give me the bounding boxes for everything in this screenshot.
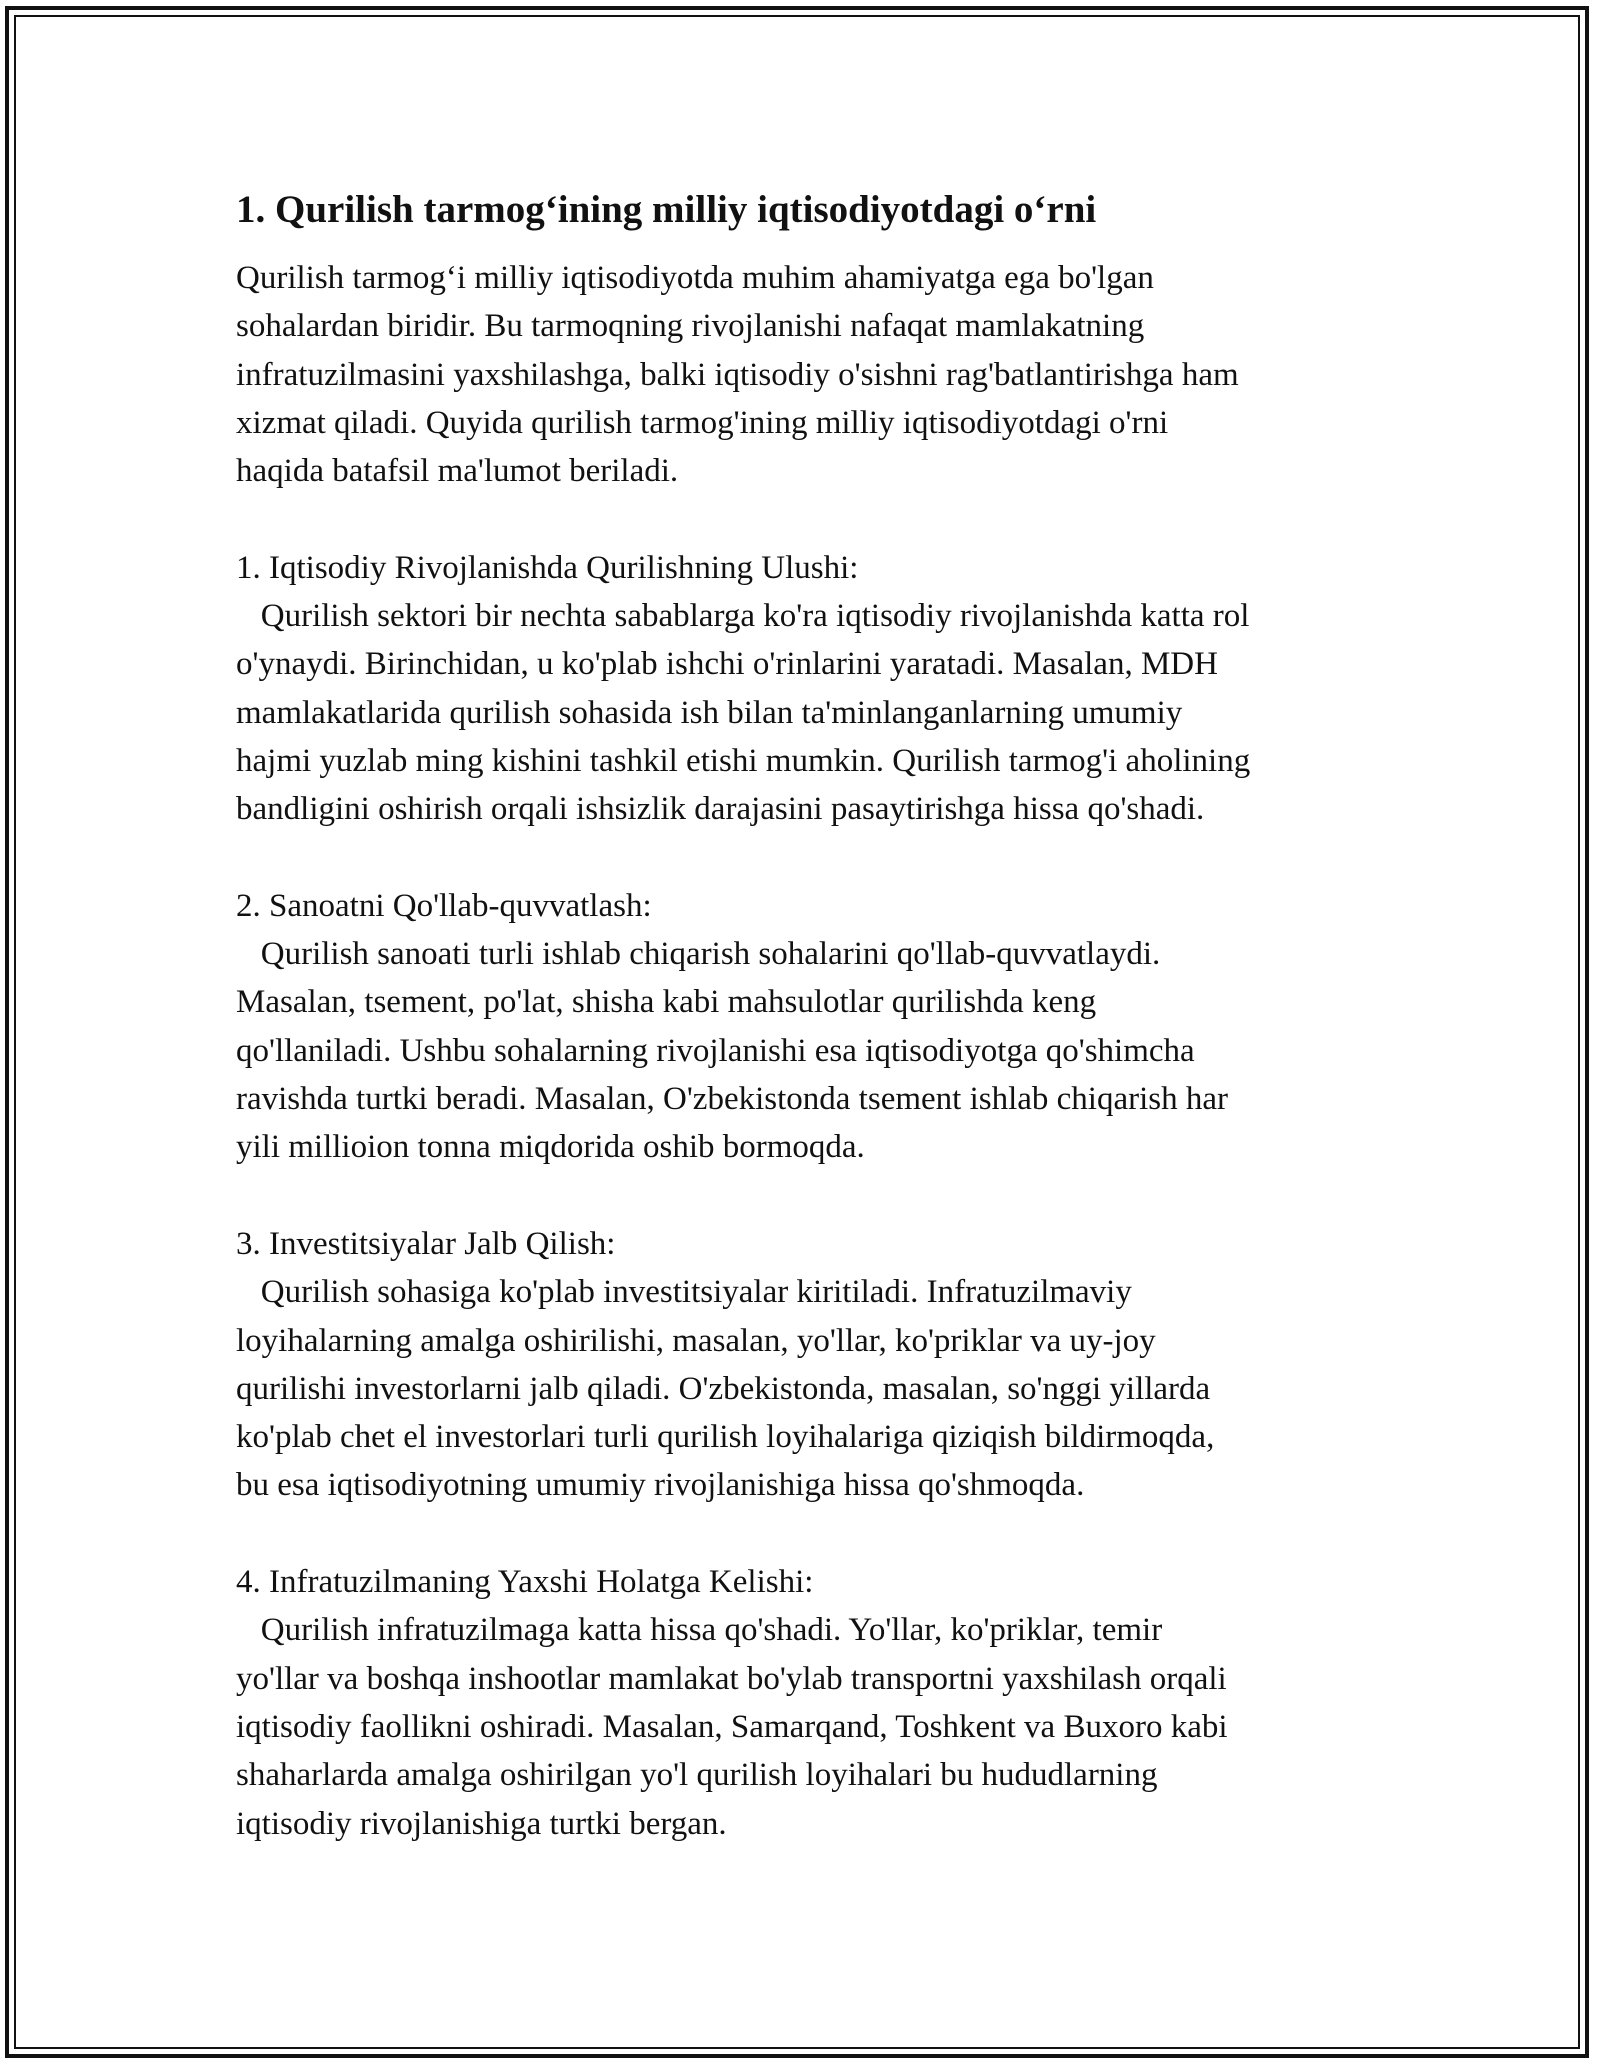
section-line: mamlakatlarida qurilish sohasida ish bilan ta'minlanganlarning umumiy — [236, 694, 1183, 731]
section-line: yo'llar va boshqa inshootlar mamlakat bo'ylab transportni yaxshilash orqali — [236, 1660, 1227, 1697]
section-title: 4. Infratuzilmaning Yaxshi Holatga Kelishi: — [236, 1564, 814, 1601]
section-line: Qurilish sanoati turli ishlab chiqarish sohalarini qo'llab-quvvatlaydi. — [236, 936, 1161, 973]
document-body — [236, 186, 1386, 1848]
section-1 — [236, 544, 1386, 834]
section-3 — [236, 1220, 1386, 1510]
section-line: shaharlarda amalga oshirilgan yo'l qurilish loyihalari bu hududlarning — [236, 1757, 1158, 1794]
section-line: qurilishi investorlarni jalb qiladi. O'zbekistonda, masalan, so'nggi yillarda — [236, 1370, 1211, 1407]
section-heading: 1. Qurilish tarmog‘ining milliy iqtisodiyotdagi o‘rni — [236, 188, 1097, 231]
section-title: 3. Investitsiyalar Jalb Qilish: — [236, 1225, 616, 1262]
section-line: Qurilish infratuzilmaga katta hissa qo'shadi. Yo'llar, ko'priklar, temir — [236, 1612, 1163, 1649]
section-line: iqtisodiy rivojlanishiga turtki bergan. — [236, 1805, 727, 1842]
intro-line: Qurilish tarmog‘i milliy iqtisodiyotda muhim ahamiyatga ega bo'lgan — [236, 260, 1154, 296]
section-line: Qurilish sektori bir nechta sabablarga ko'ra iqtisodiy rivojlanishda katta rol — [236, 598, 1250, 635]
section-line: o'ynaydi. Birinchidan, u ko'plab ishchi o'rinlarini yaratadi. Masalan, MDH — [236, 646, 1218, 683]
intro-paragraph — [236, 254, 1386, 495]
section-line: bu esa iqtisodiyotning umumiy rivojlanishiga hissa qo'shmoqda. — [236, 1467, 1085, 1504]
section-line: hajmi yuzlab ming kishini tashkil etishi mumkin. Qurilish tarmog'i aholining — [236, 742, 1251, 779]
intro-line: haqida batafsil ma'lumot beriladi. — [236, 453, 679, 490]
section-line: qo'llaniladi. Ushbu sohalarning rivojlanishi esa iqtisodiyotga qo'shimcha — [236, 1032, 1195, 1069]
section-title: 1. Iqtisodiy Rivojlanishda Qurilishning Ulushi: — [236, 549, 859, 586]
section-line: loyihalarning amalga oshirilishi, masalan, yo'llar, ko'priklar va uy-joy — [236, 1322, 1156, 1359]
section-4 — [236, 1558, 1386, 1848]
section-line: Qurilish sohasiga ko'plab investitsiyalar kiritiladi. Infratuzilmaviy — [236, 1274, 1132, 1311]
intro-line: sohalardan biridir. Bu tarmoqning rivojlanishi nafaqat mamlakatning — [236, 308, 1145, 345]
section-line: ravishda turtki beradi. Masalan, O'zbekistonda tsement ishlab chiqarish har — [236, 1081, 1228, 1118]
section-line: iqtisodiy faollikni oshiradi. Masalan, Samarqand, Toshkent va Buxoro kabi — [236, 1708, 1228, 1745]
intro-line: xizmat qiladi. Quyida qurilish tarmog'ining milliy iqtisodiyotdagi o'rni — [236, 404, 1169, 441]
section-line: yili millioion tonna miqdorida oshib bormoqda. — [236, 1129, 865, 1166]
section-line: ko'plab chet el investorlari turli qurilish loyihalariga qiziqish bildirmoqda, — [236, 1419, 1215, 1456]
section-2 — [236, 882, 1386, 1172]
section-line: Masalan, tsement, po'lat, shisha kabi mahsulotlar qurilishda keng — [236, 984, 1097, 1021]
section-title: 2. Sanoatni Qo'llab-quvvatlash: — [236, 887, 652, 924]
intro-line: infratuzilmasini yaxshilashga, balki iqtisodiy o'sishni rag'batlantirishga ham — [236, 356, 1239, 393]
section-line: bandligini oshirish orqali ishsizlik darajasini pasaytirishga hissa qo'shadi. — [236, 791, 1205, 828]
